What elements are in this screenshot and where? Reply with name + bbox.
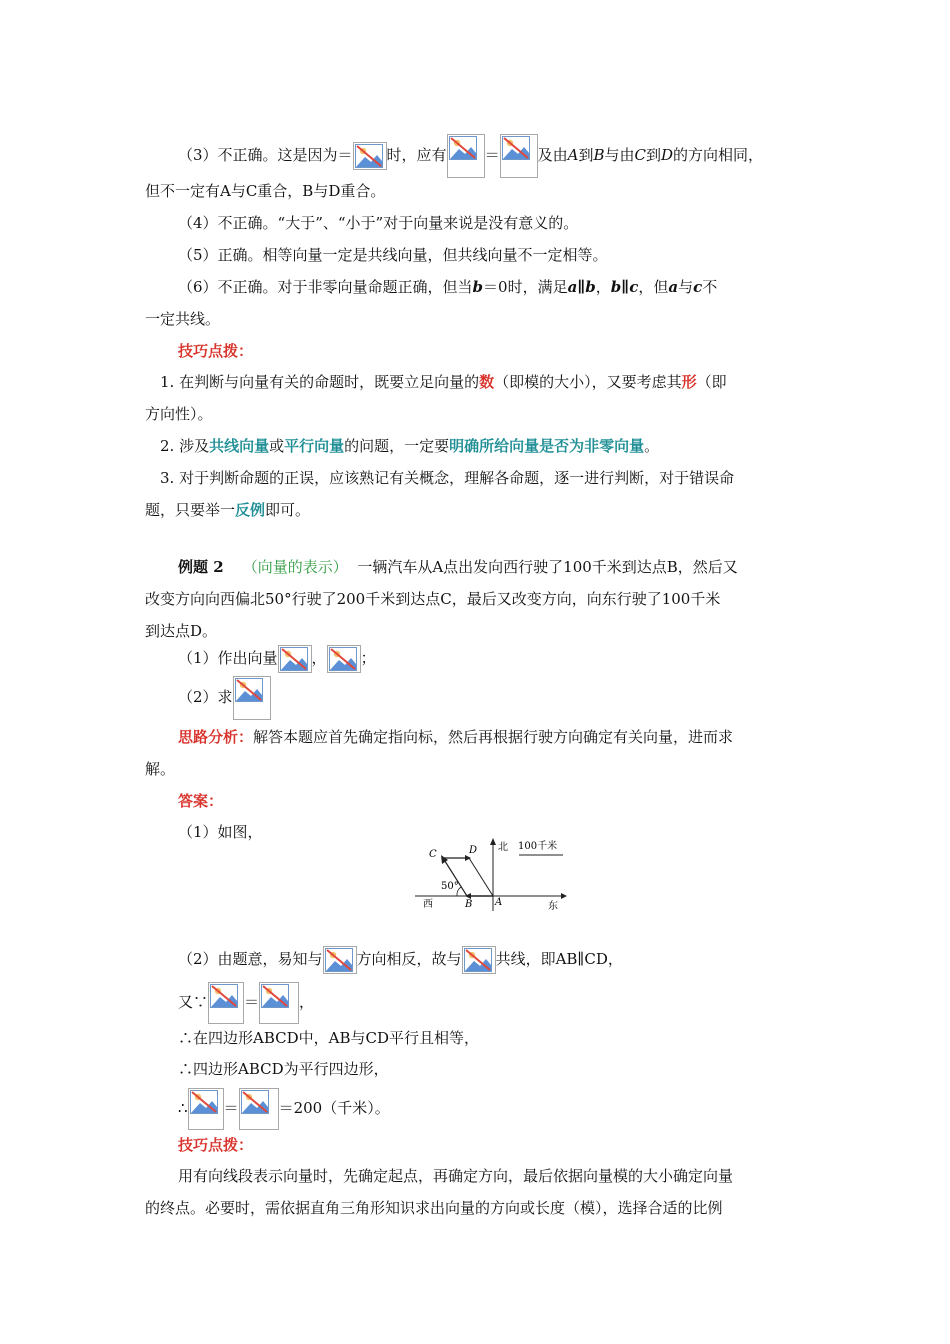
label-b: B bbox=[465, 899, 473, 910]
relation-bc: b∥c bbox=[610, 278, 639, 296]
item-3-line2: 但不一定有A与C重合，B与D重合。 bbox=[145, 182, 386, 200]
text: 到 bbox=[645, 146, 661, 164]
text: 共线，即AB∥CD， bbox=[495, 950, 623, 968]
label-north: 北 bbox=[498, 842, 508, 853]
text: ； bbox=[360, 649, 376, 667]
text: （6）不正确。对于非零向量命题正确，但当 bbox=[178, 278, 473, 296]
text: （1）作出向量 bbox=[178, 649, 278, 667]
item-4: （4）不正确。“大于”、“小于”对于向量来说是没有意义的。 bbox=[178, 214, 579, 232]
text: 及由 bbox=[537, 146, 568, 164]
analysis-line2: 解。 bbox=[145, 760, 176, 778]
analysis-line1 bbox=[178, 726, 843, 748]
highlight: 共线向量 bbox=[209, 437, 270, 455]
highlight: 反例 bbox=[235, 501, 266, 519]
text: 的方向相同， bbox=[673, 146, 764, 164]
east-arrowhead bbox=[561, 893, 567, 899]
text: （即 bbox=[696, 373, 727, 391]
vector-image-icon bbox=[239, 1088, 279, 1130]
north-arrowhead bbox=[490, 838, 496, 845]
example-2-line2: 改变方向向西偏北50°行驶了200千米到达点C，最后又改变方向，向东行驶了100千米 bbox=[145, 590, 721, 608]
text: （即模的大小），又要考虑其 bbox=[494, 373, 682, 391]
vector-image-icon bbox=[500, 134, 538, 178]
answer-3 bbox=[178, 982, 843, 1024]
point-b: B bbox=[593, 146, 605, 164]
symbol-c: c bbox=[693, 278, 703, 296]
answer-5: ∴四边形ABCD为平行四边形， bbox=[178, 1060, 389, 1078]
question-2 bbox=[178, 676, 843, 720]
text: 解答本题应首先确定指向标，然后再根据行驶方向确定有关向量，进而求 bbox=[253, 728, 734, 746]
symbol-a: a bbox=[668, 278, 679, 296]
text: 与由 bbox=[604, 146, 635, 164]
segment-da bbox=[469, 858, 493, 896]
answer-2 bbox=[178, 946, 843, 974]
highlight: 明确所给向量是否为非零向量 bbox=[449, 437, 645, 455]
tip-item-3-line2 bbox=[145, 499, 810, 521]
item-3-line1 bbox=[178, 134, 843, 178]
item-6-line2: 一定共线。 bbox=[145, 310, 221, 328]
text: 1. 在判断与向量有关的命题时，既要立足向量的 bbox=[160, 373, 480, 391]
tip-item-1 bbox=[160, 371, 825, 393]
text: （3）不正确。这是因为＝ bbox=[178, 146, 353, 164]
answer-6 bbox=[178, 1088, 843, 1130]
label-angle: 50° bbox=[441, 881, 459, 892]
analysis-title: 思路分析： bbox=[178, 728, 254, 746]
tip2-line1: 用有向线段表示向量时，先确定起点，再确定方向，最后依据向量模的大小确定向量 bbox=[178, 1167, 734, 1185]
text: ，但 bbox=[638, 278, 669, 296]
tip-item-1-line2: 方向性）。 bbox=[145, 405, 213, 423]
point-c: C bbox=[634, 146, 646, 164]
vector-image-icon bbox=[327, 645, 361, 673]
answer-1: （1）如图， bbox=[178, 823, 263, 841]
text: 题，只要举一 bbox=[145, 501, 236, 519]
text: 一辆汽车从A点出发向西行驶了100千米到达点B，然后又 bbox=[357, 558, 738, 576]
highlight: 形 bbox=[681, 373, 697, 391]
direction-figure bbox=[415, 833, 575, 911]
text: 2. 涉及 bbox=[160, 437, 210, 455]
vector-image-icon bbox=[447, 134, 485, 178]
text: 方向相反，故与 bbox=[356, 950, 462, 968]
vector-image-icon bbox=[353, 142, 387, 170]
text: （2）由题意，易知与 bbox=[178, 950, 323, 968]
text: 与 bbox=[678, 278, 694, 296]
vector-image-icon bbox=[323, 946, 357, 974]
example-topic: （向量的表示） bbox=[242, 558, 348, 576]
label-c: C bbox=[429, 849, 437, 860]
answer-4: ∴在四边形ABCD中，AB与CD平行且相等， bbox=[178, 1029, 479, 1047]
vector-image-icon bbox=[233, 676, 271, 720]
text: ＝ bbox=[484, 146, 500, 164]
text: 即可。 bbox=[265, 501, 311, 519]
text: ＝ bbox=[223, 1099, 239, 1117]
text: ＝ bbox=[244, 993, 260, 1011]
tip2-title: 技巧点拨： bbox=[178, 1136, 254, 1154]
text: 的问题，一定要 bbox=[344, 437, 450, 455]
text: ， bbox=[595, 278, 611, 296]
highlight: 平行向量 bbox=[284, 437, 345, 455]
item-6-line1 bbox=[178, 276, 843, 298]
label-scale: 100千米 bbox=[518, 841, 558, 852]
label-east: 东 bbox=[548, 901, 558, 911]
example-2-line3: 到达点D。 bbox=[145, 622, 218, 640]
vector-image-icon bbox=[278, 645, 312, 673]
question-1 bbox=[178, 645, 843, 673]
label-d: D bbox=[469, 845, 478, 856]
point-a: A bbox=[567, 146, 579, 164]
answer-title: 答案： bbox=[178, 792, 224, 810]
item-5: （5）正确。相等向量一定是共线向量，但共线向量不一定相等。 bbox=[178, 246, 608, 264]
highlight: 数 bbox=[479, 373, 495, 391]
text: 又∵ bbox=[178, 993, 209, 1011]
text: 不 bbox=[702, 278, 718, 296]
tip-item-3: 3. 对于判断命题的正误，应该熟记有关概念，理解各命题，逐一进行判断，对于错误命 bbox=[160, 469, 735, 487]
vector-image-icon bbox=[188, 1088, 224, 1130]
vector-bc-arrowhead bbox=[441, 855, 448, 864]
vector-image-icon bbox=[208, 982, 244, 1024]
label-west: 西 bbox=[423, 899, 433, 910]
example-label: 例题 2 bbox=[178, 558, 224, 576]
example-2-line1 bbox=[178, 556, 843, 578]
text: 时，应有 bbox=[386, 146, 447, 164]
text: ＝0时，满足 bbox=[483, 278, 568, 296]
text: ∴ bbox=[178, 1099, 188, 1117]
text: （2）求 bbox=[178, 688, 233, 706]
tip-title: 技巧点拨： bbox=[178, 342, 254, 360]
tip-item-2 bbox=[160, 435, 825, 457]
relation-ab: a∥b bbox=[567, 278, 596, 296]
label-a: A bbox=[495, 897, 503, 908]
text: 或 bbox=[269, 437, 285, 455]
text: ， bbox=[311, 649, 327, 667]
tip2-line2: 的终点。必要时，需依据直角三角形知识求出向量的方向或长度（模），选择合适的比例 bbox=[145, 1199, 723, 1217]
point-d: D bbox=[661, 146, 674, 164]
text: 到 bbox=[578, 146, 594, 164]
text: ， bbox=[299, 993, 315, 1011]
vector-image-icon bbox=[462, 946, 496, 974]
text: ＝200（千米）。 bbox=[278, 1099, 390, 1117]
symbol-b: b bbox=[472, 278, 484, 296]
vector-image-icon bbox=[259, 982, 299, 1024]
text: 。 bbox=[644, 437, 660, 455]
